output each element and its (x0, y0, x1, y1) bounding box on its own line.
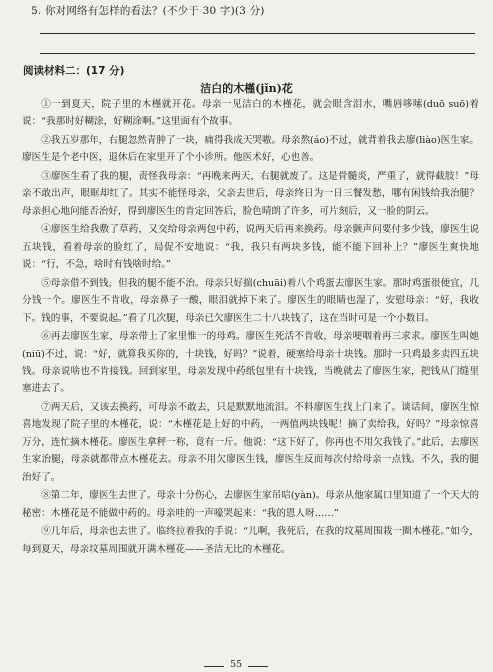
paragraph-8: ⑧第二年，廖医生去世了。母亲十分伤心，去廖医生家吊唁(yàn)。母亲从他家属口里知道了一个天大的秘密：木槿花是不能做中药的。母亲哇的一声嚎哭起来：“我的恩人呀……” (22, 490, 479, 519)
answer-line[interactable] (40, 53, 475, 54)
paragraph-5: ⑤母亲借不到钱，但我的腿不能不治。母亲只好揣(chuāi)着八个鸡蛋去廖医生家。那时鸡蛋很便宜，几分钱一个。廖医生不肯收，母亲鼻子一酸，眼泪就掉下来了。廖医生的眼睛也湿了，安慰母亲：“好，我收下。钱的事，不要说起。”看了几次腿，母亲已欠廖医生二十八块钱了，这在当时可是一个小数目。 (22, 277, 479, 324)
paragraph-9: ⑨几年后，母亲也去世了。临终拉着我的手说：“儿啊，我死后，在我的坟墓周围栽一圈木槿花。”如今，每到夏天，母亲坟墓周围就开满木槿花——圣洁无比的木槿花。 (22, 526, 479, 555)
article-title: 洁白的木槿(jǐn)花 (200, 82, 293, 95)
paragraph-6: ⑥再去廖医生家，母亲带上了家里惟一的母鸡。廖医生死活不肯收，母亲哽咽着再三求求。廖医生叫她(niū)不过，说：“好，就算我买你的，十块钱，好吗？”说着，硬塞给母亲十块钱。那时一只鸡最多卖四五块钱。母亲说啥也不肯接钱。回到家里，母亲发现中药纸包里有十块钱，当晚就去了廖医生家，把钱从门缝里塞进去了。 (22, 331, 479, 395)
paragraph-2: ②我五岁那年，右腿忽然青肿了一块，痛得我成天哭嗷。母亲熬(áo)不过，就背着我去廖(liào)医生家。廖医生是个老中医，退休后在家里开了个小诊所。他医术好，心也善。 (22, 135, 479, 164)
page-number: 55 (230, 659, 243, 670)
paragraph-3: ③廖医生看了我的腿，责怪我母亲：“再晚来两天，右腿就废了。这是骨髓炎，严重了，就得截肢！”母亲不敢出声，眼眶却红了。其实不能怪母亲，父亲去世后，母亲终日为一日三餐发愁，哪有闲钱给我治腿？母亲担心地问能否治好，得到廖医生的肯定回答后，脸色晴朗了许多，可片刻后，又一脸的阴云。 (22, 171, 479, 217)
article-body (22, 96, 479, 559)
section-heading: 阅读材料二：(17 分) (23, 65, 125, 77)
paragraph-1: ①一到夏天，院子里的木槿就开花。母亲一见洁白的木槿花，就会眼含泪水，嘴唇哆嗦(duō suō)着说：“我那时好糊涂，好糊涂啊。”这里面有个故事。 (22, 99, 479, 128)
paragraph-4: ④廖医生给我敷了草药，又交给母亲两包中药，说两天后再来换药。母亲颤声问要付多少钱，廖医生说五块钱，看着母亲的脸红了，局促不安地说：“我，我只有两块多钱，能不能下回补上？”廖医生爽快地说：“行，不急，啥时有钱啥时给。” (22, 224, 479, 271)
answer-line[interactable] (40, 33, 475, 34)
paragraph-7: ⑦两天后，又该去换药，可母亲不敢去，只是默默地流泪。不料廖医生找上门来了。谈话间，廖医生惊喜地发现了院子里的木槿花，说：“木槿花是上好的中药，一两值两块钱呢！摘了卖给我，好吗？”母亲惊喜万分，连忙摘木槿花。廖医生拿秤一称，竟有一斤。他说：“这下好了，你再也不用欠我钱了。”此后，去廖医生家治腿，母亲就都带点木槿花去。母亲不用欠廖医生钱，廖医生反而每次付给母亲一点钱。不久，我的腿治好了。 (22, 402, 479, 483)
question-5: 5. 你对网络有怎样的看法？(不少于 30 字)(3 分) (31, 5, 265, 17)
